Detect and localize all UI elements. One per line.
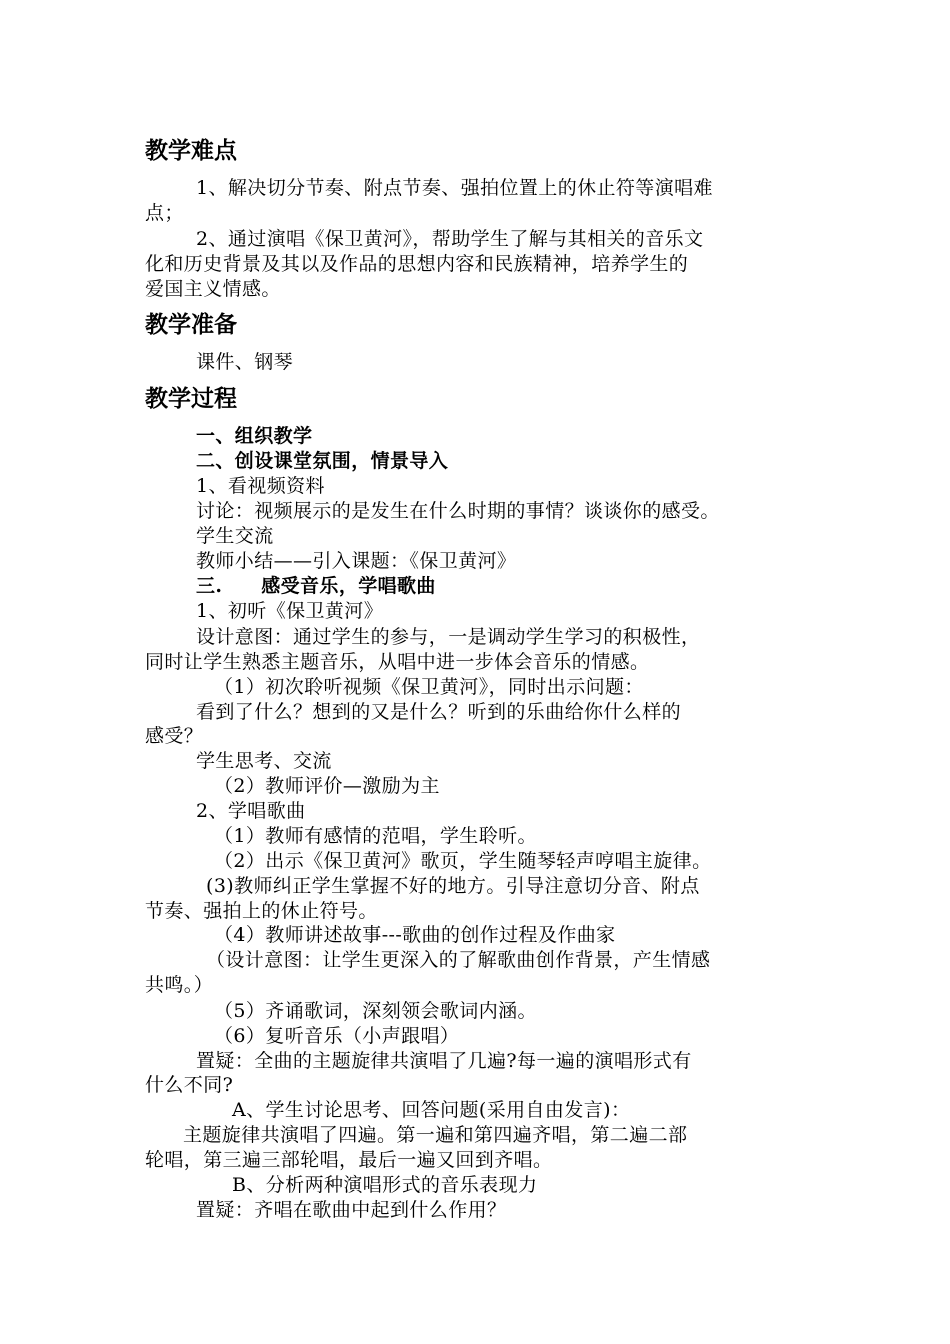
paragraph-line: B、分析两种演唱形式的音乐表现力 <box>232 1174 538 1196</box>
paragraph-line: 教师小结——引入课题：《保卫黄河》 <box>196 550 517 572</box>
paragraph-line: 化和历史背景及其以及作品的思想内容和民族精神，培养学生的 <box>145 253 689 275</box>
paragraph-line: 什么不同? <box>145 1074 234 1096</box>
paragraph-line: 学生思考、交流 <box>196 750 332 772</box>
paragraph-line: 看到了什么？想到的又是什么？听到的乐曲给你什么样的 <box>196 701 682 723</box>
paragraph-line: （2）出示《保卫黄河》歌页，学生随琴轻声哼唱主旋律。 <box>214 850 712 872</box>
paragraph-line: A、学生讨论思考、回答问题(采用自由发言)： <box>232 1099 631 1121</box>
paragraph-line: 节奏、强拍上的休止符号。 <box>145 900 378 922</box>
paragraph-line: 轮唱，第三遍三部轮唱，最后一遍又回到齐唱。 <box>145 1149 553 1171</box>
paragraph-line: （设计意图：让学生更深入的了解歌曲创作背景，产生情感 <box>206 949 711 971</box>
heading-teaching-preparation: 教学准备 <box>145 312 237 338</box>
paragraph-line: （2）教师评价—激励为主 <box>214 775 440 797</box>
paragraph-line: 学生交流 <box>196 525 274 547</box>
paragraph-line: （5）齐诵歌词，深刻领会歌词内涵。 <box>214 1000 537 1022</box>
subheading-line: 二、创设课堂氛围，情景导入 <box>196 450 449 472</box>
paragraph-line: 1、解决切分节奏、附点节奏、强拍位置上的休止符等演唱难 <box>196 177 713 199</box>
heading-teaching-difficulties: 教学难点 <box>145 138 237 164</box>
subheading-line: 一、组织教学 <box>196 425 313 447</box>
paragraph-line: 2、通过演唱《保卫黄河》，帮助学生了解与其相关的音乐文 <box>196 228 704 250</box>
paragraph-line: 共鸣。） <box>145 974 214 996</box>
paragraph-line: 课件、钢琴 <box>196 351 294 373</box>
paragraph-line: 置疑：全曲的主题旋律共演唱了几遍?每一遍的演唱形式有 <box>196 1050 692 1072</box>
paragraph-line: 1、看视频资料 <box>196 475 325 497</box>
heading-teaching-process: 教学过程 <box>145 386 237 412</box>
paragraph-line: （1）教师有感情的范唱，学生聆听。 <box>214 825 537 847</box>
subheading-line: 三. 感受音乐，学唱歌曲 <box>196 575 436 597</box>
paragraph-line: 讨论：视频展示的是发生在什么时期的事情？谈谈你的感受。 <box>196 500 720 522</box>
paragraph-line: 感受？ <box>145 725 204 747</box>
paragraph-line: （4）教师讲述故事---歌曲的创作过程及作曲家 <box>214 924 616 946</box>
paragraph-line: 1、初听《保卫黄河》 <box>196 600 384 622</box>
paragraph-line: 置疑：齐唱在歌曲中起到什么作用？ <box>196 1199 507 1221</box>
paragraph-line: (3)教师纠正学生掌握不好的地方。引导注意切分音、附点 <box>206 875 700 897</box>
paragraph-line: 爱国主义情感。 <box>145 278 281 300</box>
paragraph-line: 点； <box>145 202 184 224</box>
paragraph-line: （6）复听音乐（小声跟唱） <box>214 1025 460 1047</box>
paragraph-line: 2、学唱歌曲 <box>196 800 306 822</box>
paragraph-line: （1）初次聆听视频《保卫黄河》，同时出示问题： <box>214 676 644 698</box>
paragraph-line: 主题旋律共演唱了四遍。第一遍和第四遍齐唱，第二遍二部 <box>183 1124 688 1146</box>
paragraph-line: 同时让学生熟悉主题音乐，从唱中进一步体会音乐的情感。 <box>145 651 650 673</box>
paragraph-line: 设计意图：通过学生的参与，一是调动学生学习的积极性， <box>196 626 701 648</box>
